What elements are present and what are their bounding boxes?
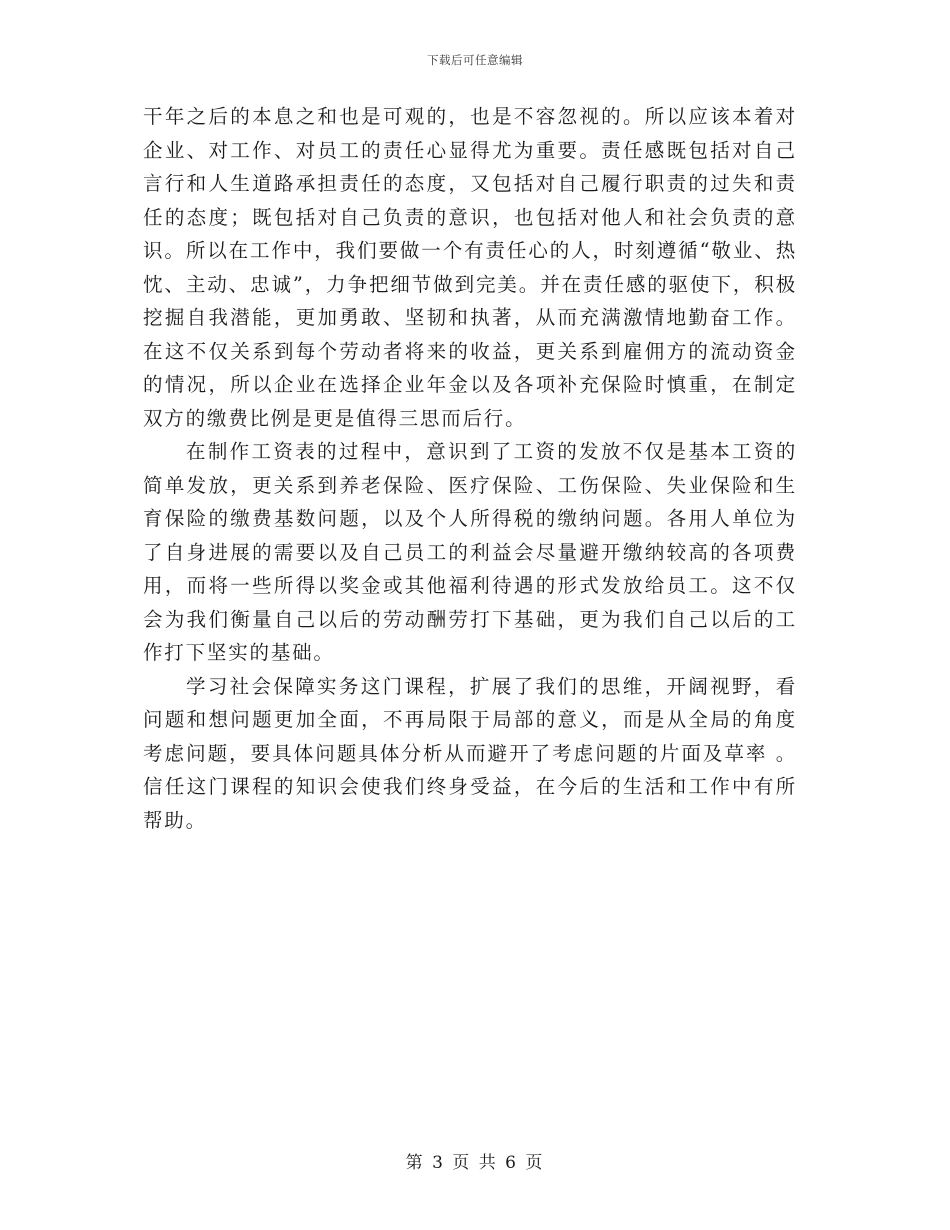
page-number-footer: 第 3 页 共 6 页 — [405, 1153, 545, 1173]
document-body — [143, 100, 797, 837]
paragraph-3: 学习社会保障实务这门课程，扩展了我们的思维，开阔视野，看问题和想问题更加全面，不再局限于局部的意义，而是从全局的角度考虑问题，要具体问题具体分析从而避开了考虑问题的片面及草率 。信任这门课程的知识会使我们终身受益，在今后的生活和工作中有所帮助。 — [143, 674, 797, 832]
paragraph-1: 干年之后的本息之和也是可观的，也是不容忽视的。所以应该本着对企业、对工作、对员工的责任心显得尤为重要。责任感既包括对自己言行和人生道路承担责任的态度，又包括对自己履行职责的过失和责任的态度；既包括对自己负责的意识，也包括对他人和社会负责的意识。所以在工作中，我们要做一个有责任心的人，时刻遵循“敬业、热忱、主动、忠诚”，力争把细节做到完美。并在责任感的驱使下，积极挖掘自我潜能，更加勇敢、坚韧和执著，从而充满激情地勤奋工作。在这不仅关系到每个劳动者将来的收益，更关系到雇佣方的流动资金的情况，所以企业在选择企业年金以及各项补充保险时慎重，在制定双方的缴费比例是更是值得三思而后行。 — [143, 105, 797, 430]
paragraph-2: 在制作工资表的过程中，意识到了工资的发放不仅是基本工资的简单发放，更关系到养老保险、医疗保险、工伤保险、失业保险和生育保险的缴费基数问题，以及个人所得税的缴纳问题。各用人单位为了自身进展的需要以及自己员工的利益会尽量避开缴纳较高的各项费用，而将一些所得以奖金或其他福利待遇的形式发放给员工。这不仅会为我们衡量自己以后的劳动酬劳打下基础，更为我们自己以后的工作打下坚实的基础。 — [143, 440, 797, 664]
page-header: 下载后可任意编辑 — [427, 53, 523, 67]
